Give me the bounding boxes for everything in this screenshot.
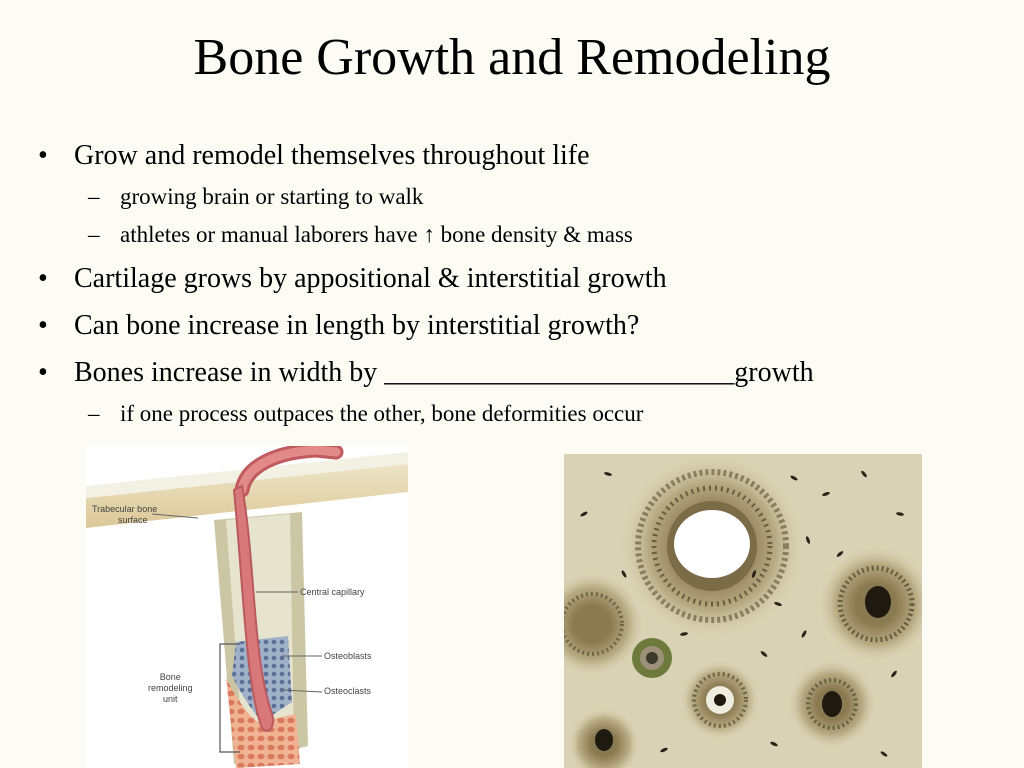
bullet-item [38, 308, 1018, 344]
sub-bullet-item [38, 182, 1018, 212]
bullet-text: Bones increase in width by _________________________growth [74, 357, 814, 388]
bullet-text: Grow and remodel themselves throughout life [74, 140, 590, 171]
label-line: Bone [159, 672, 181, 682]
osteon-micrograph [564, 454, 922, 768]
label-line: remodeling [148, 683, 193, 693]
sub-bullet-item [38, 399, 1018, 429]
label-line: Trabecular bone [92, 504, 158, 514]
sub-bullet-text: growing brain or starting to walk [120, 184, 424, 209]
bullet-marker: • [38, 357, 48, 388]
label-central-capillary: Central capillary [300, 587, 365, 597]
label-bone-remodeling-unit [148, 672, 193, 705]
sub-bullet-marker: – [88, 401, 100, 426]
sub-bullet-text: athletes or manual laborers have ↑ bone density & mass [120, 222, 633, 247]
label-line: unit [163, 694, 178, 704]
slide-title: Bone Growth and Remodeling [193, 29, 831, 86]
bone-micrograph-image [564, 454, 922, 768]
bullet-marker: • [38, 310, 48, 341]
label-line: surface [118, 515, 148, 525]
bullet-item [38, 138, 1018, 174]
bullet-text: Can bone increase in length by interstitial growth? [74, 310, 640, 341]
label-trabecular-bone [92, 504, 157, 526]
bullet-marker: • [38, 263, 48, 294]
bone-remodeling-illustration [86, 446, 408, 768]
bullet-item [38, 261, 1018, 297]
bullet-marker: • [38, 140, 48, 171]
sub-bullet-item [38, 220, 1018, 250]
bullet-item [38, 355, 1018, 391]
sub-bullet-marker: – [88, 222, 100, 247]
bone-remodeling-diagram [86, 446, 408, 768]
label-osteoclasts: Osteoclasts [324, 686, 372, 696]
label-osteoblasts: Osteoblasts [324, 651, 372, 661]
bullet-text: Cartilage grows by appositional & interstitial growth [74, 263, 667, 294]
sub-bullet-text: if one process outpaces the other, bone deformities occur [120, 401, 644, 426]
bullet-list [38, 138, 1018, 429]
sub-bullet-marker: – [88, 184, 100, 209]
